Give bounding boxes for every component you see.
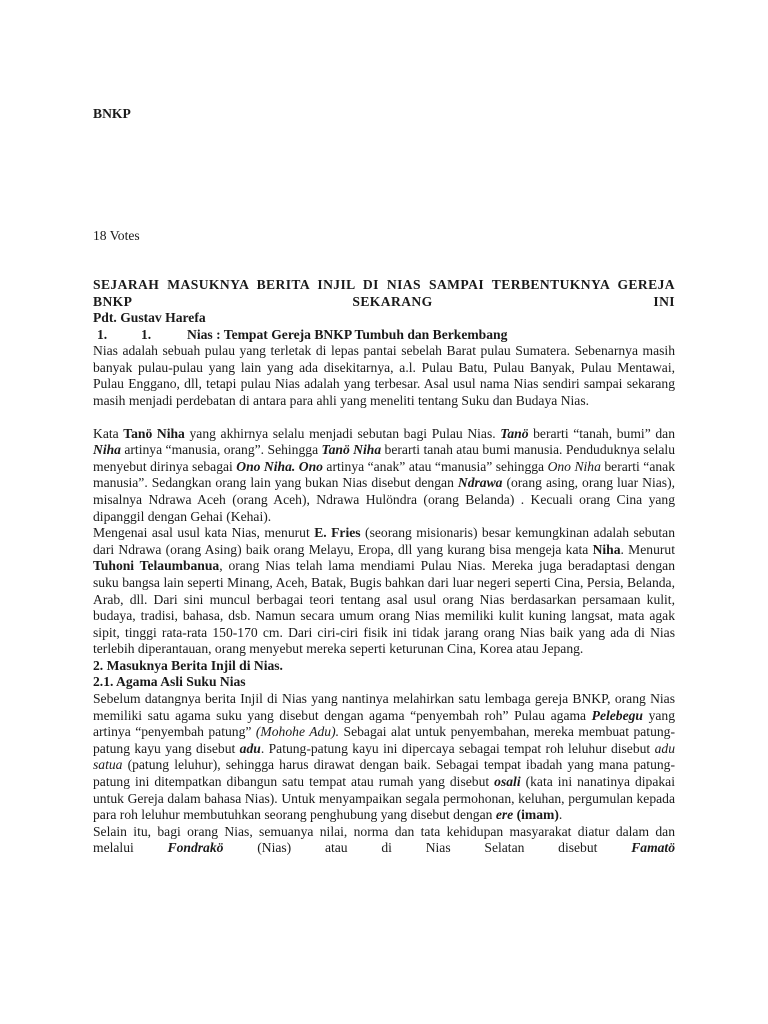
text-run: (kata ini nanatinya dipakai untuk Gereja dalam bahasa Nias). Untuk menyampaikan segala permohonan, keluhan, pergumulan kepada para roh leluhur membutuhkan seorang penghubung yang disebut dengan xyxy=(93,774,675,823)
paragraph-2 xyxy=(93,426,675,526)
name-e-fries: E. Fries xyxy=(314,525,361,541)
text-run: Mengenai asal usul kata Nias, menurut xyxy=(93,525,315,541)
section-2-1-heading: 2.1. Agama Asli Suku Nias xyxy=(93,674,246,690)
paragraph-1: Nias adalah sebuah pulau yang terletak di lepas pantai sebelah Barat pulau Sumatera. Sebenarnya masih banyak pulau-pulau yang lain yang ada disekitarnya, a.l. Pulau Batu, Pulau Banyak, Pulau Mentawai, Pulau Enggano, dll, tetapi pulau Nias adalah yang terbesar. Asal usul nama Nias sendiri sampai sekarang masih menjadi perdebatan di antara para ahli yang meneliti tentang Suku dan Budaya Nias. xyxy=(93,343,675,408)
term-ndrawa: Ndrawa xyxy=(457,475,503,491)
term-ono-niha-italic: Ono Niha xyxy=(547,458,601,474)
text-run: berarti “anak manusia”. Sedangkan orang lain yang bukan Nias disebut dengan xyxy=(93,458,675,491)
section-title: Nias : Tempat Gereja BNKP Tumbuh dan Berkembang xyxy=(187,326,508,342)
text-run: (Nias) atau di Nias Selatan disebut xyxy=(223,840,632,856)
text-run: Kata xyxy=(93,425,124,441)
name-tuhoni-telaumbanua: Tuhoni Telaumbanua xyxy=(93,558,220,574)
text-run: artinya “anak” atau “manusia” sehingga xyxy=(322,458,548,474)
text-run: (seorang misionaris) besar kemungkinan adalah sebutan dari Ndrawa (orang Asing) baik orang Melayu, Eropa, dll yang kurang bisa mengeja kata xyxy=(93,525,675,557)
vote-count: 18 Votes xyxy=(93,228,140,243)
term-ono: Ono xyxy=(298,458,323,474)
term-ere: ere xyxy=(495,807,514,823)
paragraph-4 xyxy=(93,691,675,824)
document-title: BNKP xyxy=(93,106,131,121)
text-run: berarti tanah atau bumi manusia. Penduduknya selalu menyebut dirinya sebagai xyxy=(93,442,675,474)
section-1-heading xyxy=(93,327,675,344)
paragraph-3 xyxy=(93,525,675,658)
text-run: Sebagai alat untuk penyembahan, mereka membuat patung-patung kayu yang disebut xyxy=(93,724,675,756)
term-niha-bold: Niha xyxy=(592,541,621,557)
term-tano-niha: Tanö Niha xyxy=(123,425,185,441)
text-run: Selain itu, bagi orang Nias, semuanya nilai, norma dan tata kehidupan masyarakat diatur dalam dan melalui xyxy=(93,823,675,856)
term-tano: Tanö xyxy=(500,425,529,441)
text-run: . xyxy=(558,807,563,823)
text-run: . Menurut xyxy=(620,541,675,557)
term-niha: Niha xyxy=(93,442,121,458)
article-body xyxy=(93,310,675,857)
article-heading: SEJARAH MASUKNYA BERITA INJIL DI NIAS SAMPAI TERBENTUKNYA GEREJA BNKP SEKARANG INI xyxy=(93,277,675,309)
text-run: (orang asing, orang luar Nias), misalnya Ndrawa Aceh (orang Aceh), Ndrawa Hulöndra (orang Belanda) . Kecuali orang Cina yang dipanggil dengan Gehai (Kehai). xyxy=(93,475,675,524)
text-run: yang artinya “penyembah patung” xyxy=(93,707,675,740)
term-adu-satua: adu satua xyxy=(93,740,675,773)
term-adu: adu xyxy=(239,740,261,756)
text-run: , orang Nias telah lama mendiami Pulau Nias. Mereka juga beradaptasi dengan suku bangsa lain seperti Minang, Aceh, Batak, Bugis bahkan dari luar negeri seperti Cina, Persia, Belanda, Arab, dll. Dari sini muncul berbagai teori tentang asal usul orang Nias berdasarkan persamaan kulit, budaya, tradisi, bahasa, dsb. Namun secara umum orang Nias memiliki kulit kuning langsat, mata agak sipit, tinggi rata-rata 150-170 cm. Dari ciri-ciri fisik ini tidak jarang orang Nias baik yang ada di Nias terlebih diperantauan, orang menyebut mereka seperti keturunan Cina, Korea atau Jepang. xyxy=(93,558,675,657)
text-run: (patung leluhur), sehingga harus dirawat dengan baik. Sebagai tempat ibadah yang mana patung-patung ini ditempatkan dibangun satu tempat atau rumah yang disebut xyxy=(93,757,675,790)
text-run: . Patung-patung kayu ini dipercaya sebagai tempat roh leluhur disebut xyxy=(260,740,655,756)
section-2-heading: 2. Masuknya Berita Injil di Nias. xyxy=(93,657,283,673)
term-famato: Famatö xyxy=(631,840,676,856)
author-name: Pdt. Gustav Harefa xyxy=(93,310,206,325)
text-run: artinya “manusia, orang”. Sehingga xyxy=(120,442,322,458)
term-tano-niha-italic: Tanö Niha xyxy=(321,442,382,458)
paragraph-5 xyxy=(93,824,675,857)
text-run: berarti “tanah, bumi” dan xyxy=(528,425,675,441)
list-number: 1. xyxy=(97,326,108,342)
term-mohohe-adu: (Mohohe Adu). xyxy=(255,724,340,740)
text-run: yang akhirnya selalu menjadi sebutan bagi Pulau Nias. xyxy=(184,425,501,441)
term-pelebegu: Pelebegu xyxy=(591,707,643,723)
section-number: 1. xyxy=(141,326,152,342)
text-run: Sebelum datangnya berita Injil di Nias yang nantinya melahirkan satu lembaga gereja BNKP, orang Nias memiliki satu agama suku yang disebut dengan agama “penyembah roh” Pulau agama xyxy=(93,691,675,723)
term-osali: osali xyxy=(494,774,521,790)
term-ono-niha: Ono Niha. xyxy=(236,458,296,474)
term-imam: (imam) xyxy=(516,807,559,823)
term-fondrako: Fondrakö xyxy=(167,840,224,856)
